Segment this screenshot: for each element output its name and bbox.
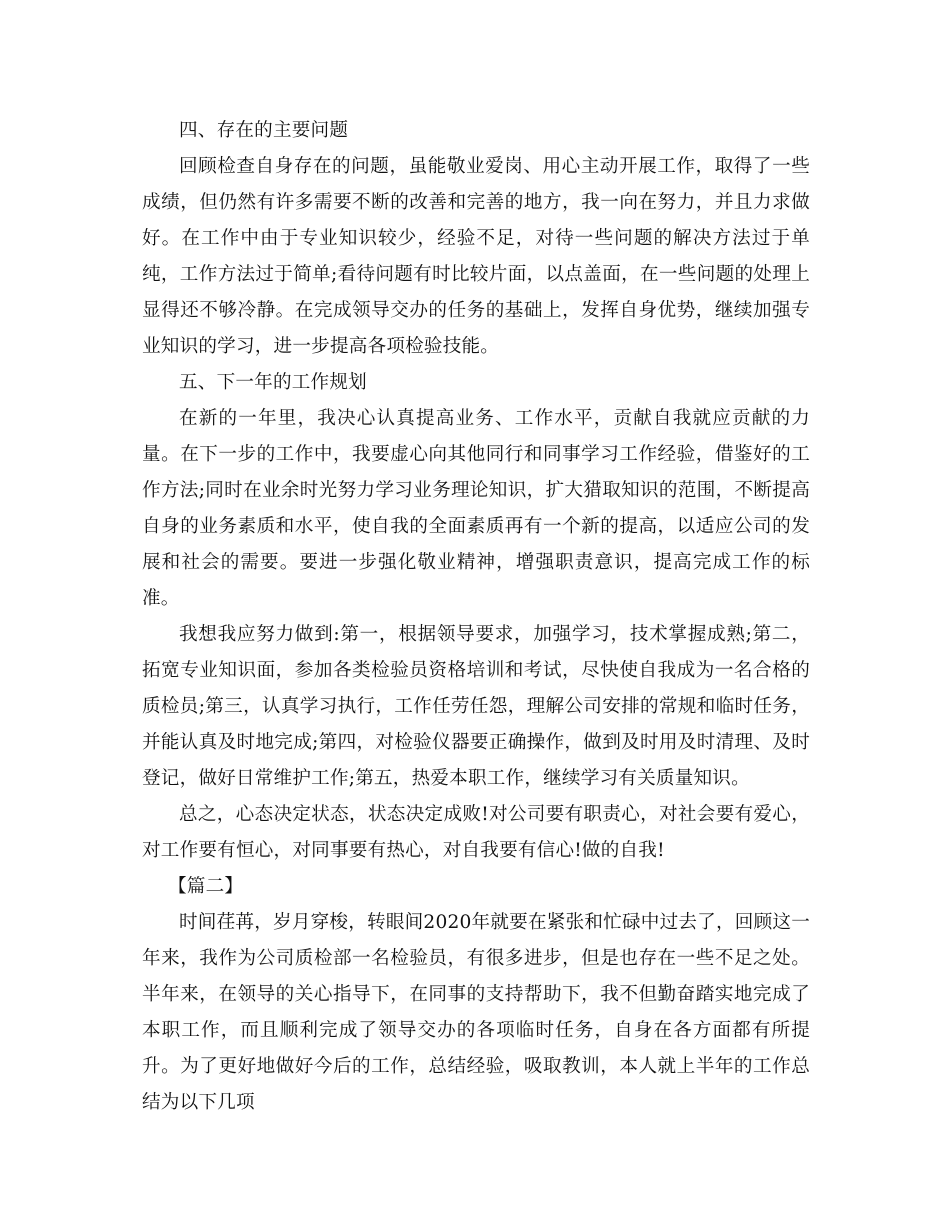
- heading-main-problems: 四、存在的主要问题: [179, 120, 349, 141]
- paragraph-summary: 总之，心态决定状态，状态决定成败!对公司要有职责心，对社会要有爱心，对工作要有恒心，对同事要有热心，对自我要有信心!做的自我!: [142, 804, 810, 861]
- section-two-label: 【篇二】: [168, 876, 244, 897]
- document-body: [142, 113, 810, 1121]
- paragraph-main-problems: 回顾检查自身存在的问题，虽能敬业爱岗、用心主动开展工作，取得了一些成绩，但仍然有许多需要不断的改善和完善的地方，我一向在努力，并且力求做好。在工作中由于专业知识较少，经验不足，对待一些问题的解决方法过于单纯，工作方法过于简单;看待问题有时比较片面，以点盖面，在一些问题的处理上显得还不够冷静。在完成领导交办的任务的基础上，发挥自身优势，继续加强专业知识的学习，进一步提高各项检验技能。: [142, 156, 810, 357]
- paragraph-action-items: 我想我应努力做到:第一，根据领导要求，加强学习，技术掌握成熟;第二，拓宽专业知识面，参加各类检验员资格培训和考试，尽快使自我成为一名合格的质检员;第三，认真学习执行，工作任劳任怨，理解公司安排的常规和临时任务，并能认真及时地完成;第四，对检验仪器要正确操作，做到及时用及时清理、及时登记，做好日常维护工作;第五，热爱本职工作，继续学习有关质量知识。: [142, 624, 810, 789]
- paragraph-section-two: 时间荏苒，岁月穿梭，转眼间2020年就要在紧张和忙碌中过去了，回顾这一年来，我作为公司质检部一名检验员，有很多进步，但是也存在一些不足之处。半年来，在领导的关心指导下，在同事的支持帮助下，我不但勤奋踏实地完成了本职工作，而且顺利完成了领导交办的各项临时任务，自身在各方面都有所提升。为了更好地做好今后的工作，总结经验，吸取教训，本人就上半年的工作总结为以下几项: [142, 912, 810, 1113]
- heading-next-year-plan: 五、下一年的工作规划: [179, 372, 367, 393]
- paragraph-next-year-plan: 在新的一年里，我决心认真提高业务、工作水平，贡献自我就应贡献的力量。在下一步的工作中，我要虚心向其他同行和同事学习工作经验，借鉴好的工作方法;同时在业余时光努力学习业务理论知识，扩大猎取知识的范围，不断提高自身的业务素质和水平，使自我的全面素质再有一个新的提高，以适应公司的发展和社会的需要。要进一步强化敬业精神，增强职责意识，提高完成工作的标准。: [142, 408, 810, 609]
